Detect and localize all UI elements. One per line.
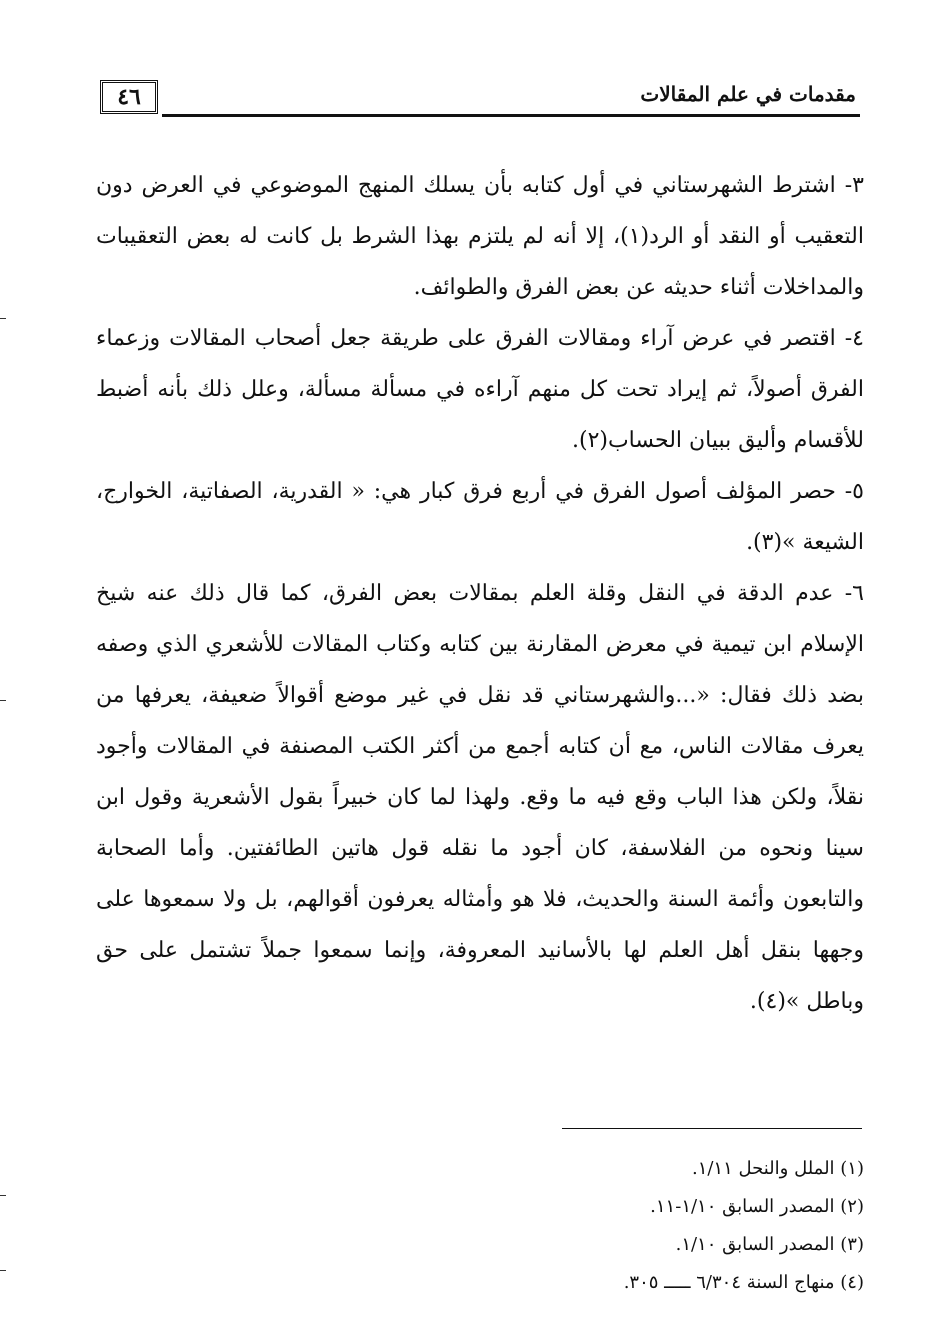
paragraph-5: ٥- حصر المؤلف أصول الفرق في أربع فرق كبار هي: « القدرية، الصفاتية، الخوارج، الشيعة »(٣). [96, 479, 864, 555]
paragraph-4: ٤- اقتصر في عرض آراء ومقالات الفرق على طريقة جعل أصحاب المقالات وزعماء الفرق أصولاً، ثم إيراد تحت كل منهم آراءه في مسألة مسألة، وعلل ذلك بأنه أضبط للأقسام وأليق ببيان الحساب(٢). [96, 326, 864, 453]
footnotes [164, 1150, 864, 1302]
footnote-1: (١) الملل والنحل ١/١١. [691, 1158, 864, 1179]
footnote-3: (٣) المصدر السابق ١/١٠. [675, 1234, 864, 1255]
scan-edge-mark [0, 1195, 6, 1196]
book-title: مقدمات في علم المقالات [640, 82, 856, 106]
page-header [100, 80, 860, 124]
footnote-separator [562, 1128, 862, 1129]
scan-edge-mark [0, 318, 6, 319]
scan-edge-mark [0, 700, 6, 701]
footnote-4: (٤) منهاج السنة ٦/٣٠٤ ـــــ ٣٠٥. [623, 1272, 864, 1293]
header-rule [162, 114, 860, 117]
main-text [96, 160, 864, 1027]
scan-edge-mark [0, 1270, 6, 1271]
page-number: ٤٦ [100, 80, 158, 114]
paragraph-6: ٦- عدم الدقة في النقل وقلة العلم بمقالات بعض الفرق، كما قال ذلك عنه شيخ الإسلام ابن تيمية في معرض المقارنة بين كتابه وكتاب المقالات للأشعري الذي وصفه بضد ذلك فقال: «...والشهرستاني قد نقل في غير موضع أقوالاً ضعيفة، يعرفها من يعرف مقالات الناس، مع أن كتابه أجمع من أكثر الكتب المصنفة في المقالات وأجود نقلاً، ولكن هذا الباب وقع فيه ما وقع. ولهذا لما كان خبيراً بقول الأشعرية وقول ابن سينا ونحوه من الفلاسفة، كان أجود ما نقله قول هاتين الطائفتين. وأما الصحابة والتابعون وأئمة السنة والحديث، فلا هو وأمثاله يعرفون أقوالهم، بل ولا سمعوها على وجهها بنقل أهل العلم لها بالأسانيد المعروفة، وإنما سمعوا جملاً تشتمل على حق وباطل »(٤). [96, 581, 864, 1014]
footnote-2: (٢) المصدر السابق ١/١٠-١١. [650, 1196, 864, 1217]
paragraph-3: ٣- اشترط الشهرستاني في أول كتابه بأن يسلك المنهج الموضوعي في العرض دون التعقيب أو النقد أو الرد(١)، إلا أنه لم يلتزم بهذا الشرط بل كانت له بعض التعقيبات والمداخلات أثناء حديثه عن بعض الفرق والطوائف. [96, 173, 864, 300]
